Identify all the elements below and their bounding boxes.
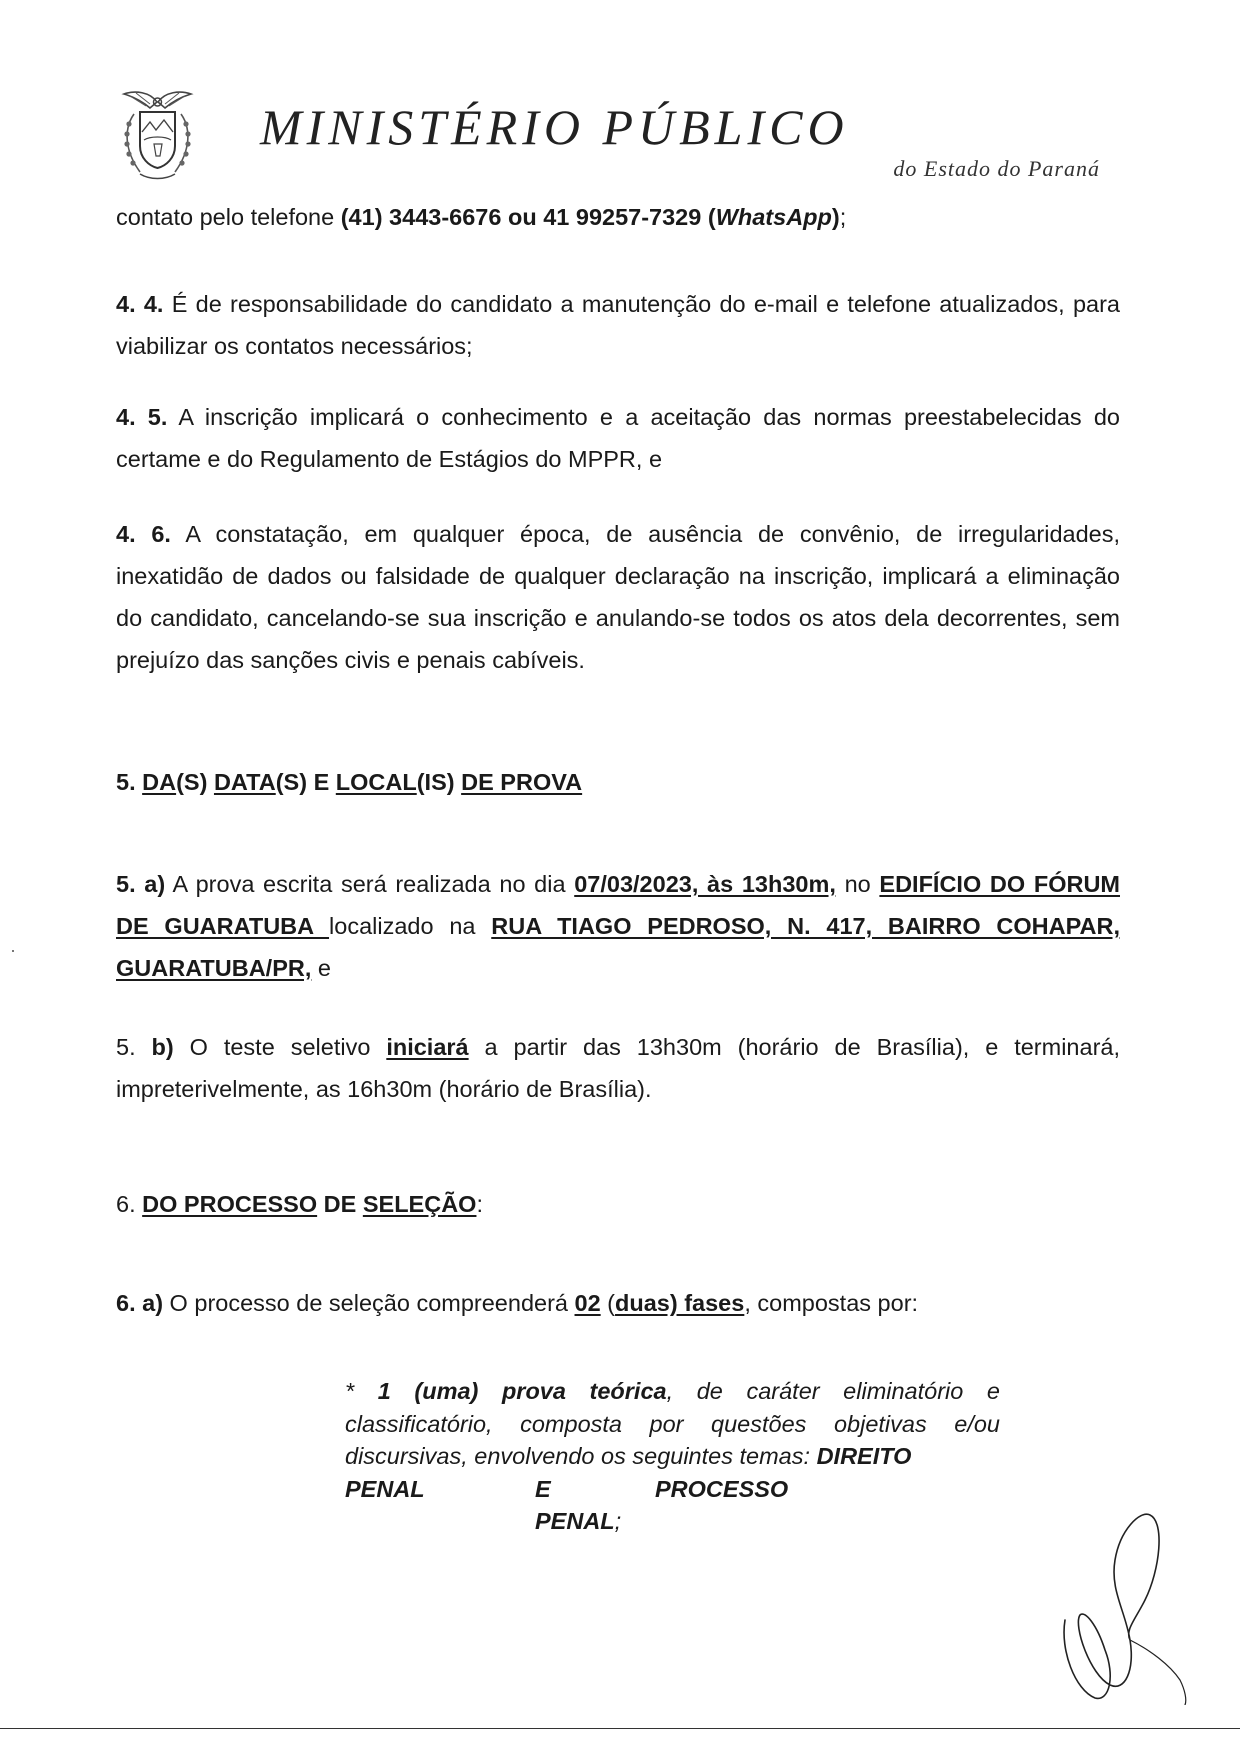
paragraph-4-5 <box>116 396 1120 480</box>
heading-part: DE PROVA <box>461 769 583 795</box>
heading-part: DATA <box>213 769 276 795</box>
letterhead <box>110 88 1120 188</box>
paragraph-4-4 <box>116 283 1120 367</box>
heading-part: LOCAL <box>335 769 417 795</box>
bullet-end: ; <box>614 1508 622 1534</box>
paragraph-text: É de responsabilidade do candidato a manutenção do e-mail e telefone atualizados, para viabilizar os contatos necessários; <box>116 291 1120 359</box>
paragraph-text: localizado na <box>329 913 492 939</box>
exam-venue: EDIFÍCIO DO FÓRUM DE GUARATUBA <box>116 871 1120 939</box>
contact-prefix: contato pelo telefone <box>116 204 341 230</box>
start-word: iniciará <box>386 1034 469 1060</box>
item-number: 5. <box>116 1034 152 1060</box>
handwritten-initials-signature <box>1055 1500 1190 1705</box>
contact-close: ) <box>831 204 840 230</box>
bullet-word: PENAL <box>535 1508 615 1534</box>
contact-phones: (41) 3443-6676 ou 41 99257-7329 ( <box>340 204 716 230</box>
item-letter: b) <box>151 1034 174 1060</box>
paragraph-5a <box>116 863 1120 989</box>
bullet-bold-text: 1 (uma) prova teórica <box>377 1378 667 1404</box>
heading-part: : <box>476 1191 483 1217</box>
heading-part: DO PROCESSO <box>142 1191 318 1217</box>
paragraph-text: A inscrição implicará o conhecimento e a aceitação das normas preestabelecidas do certame e do Regulamento de Estágios do MPPR, e <box>116 404 1120 472</box>
item-number: 4. 6. <box>116 521 171 547</box>
bullet-word: PROCESSO <box>655 1475 789 1502</box>
contact-app: WhatsApp <box>715 204 832 230</box>
phase-word: duas) fases <box>615 1290 745 1316</box>
heading-part: DA <box>142 769 177 795</box>
heading-part: SELEÇÃO <box>362 1191 477 1217</box>
phase-count: 02 <box>574 1290 601 1316</box>
paragraph-text: A prova escrita será realizada no dia <box>165 871 575 897</box>
paragraph-text: no <box>835 871 880 897</box>
contact-end: ; <box>839 204 847 230</box>
paragraph-6a <box>116 1282 1120 1324</box>
section-heading-5 <box>116 761 1120 803</box>
bullet-bold-text: DIREITO <box>816 1443 912 1469</box>
heading-part: (S) E <box>275 769 336 795</box>
bullet-word: E <box>535 1475 551 1502</box>
bullet-body <box>345 1375 1000 1473</box>
item-number: 6. a) <box>116 1290 164 1316</box>
bullet-word: PENAL <box>345 1475 425 1502</box>
item-number: 4. 5. <box>116 404 168 430</box>
bullet-line-spread <box>345 1473 1000 1506</box>
paragraph-text: e <box>311 955 331 981</box>
masthead-title: MINISTÉRIO PÚBLICO <box>260 99 849 155</box>
bullet-marker: * <box>345 1378 378 1404</box>
item-number: 4. 4. <box>116 291 164 317</box>
bullet-line-last <box>345 1505 1000 1538</box>
section-number: 6. <box>116 1191 143 1217</box>
heading-part: (S) <box>176 769 214 795</box>
heading-part: (IS) <box>416 769 462 795</box>
item-number: 5. a) <box>116 871 166 897</box>
section-number: 5. <box>116 769 143 795</box>
masthead-subtitle: do Estado do Paraná <box>893 156 1100 181</box>
exam-address: RUA TIAGO PEDROSO, N. 417, BAIRRO COHAPAR, GUARATUBA/PR, <box>116 913 1120 981</box>
exam-date: 07/03/2023, às 13h30m, <box>574 871 836 897</box>
footer-rule <box>0 1728 1240 1729</box>
bullet-theory-exam <box>345 1375 1000 1538</box>
section-heading-6 <box>116 1183 1120 1225</box>
parana-coat-of-arms-seal <box>110 88 205 188</box>
paragraph-text: ( <box>600 1290 616 1316</box>
paragraph-text: A constatação, em qualquer época, de ausência de convênio, de irregularidades, inexatidão de dados ou falsidade de qualquer declaração na inscrição, implicará a eliminação do candidato, cancelando-se sua inscrição e anulando-se todos os atos dela decorrentes, sem prejuízo das sanções civis e penais cabíveis. <box>116 521 1120 673</box>
paragraph-text: O teste seletivo <box>173 1034 387 1060</box>
paragraph-text: , compostas por: <box>744 1290 919 1316</box>
scan-speck <box>12 950 14 952</box>
contact-line <box>116 196 1120 238</box>
paragraph-text: a partir das 13h30m (horário de Brasília), e terminará, impreterivelmente, as 16h30m (horário de Brasília). <box>116 1034 1120 1102</box>
paragraph-text: O processo de seleção compreenderá <box>163 1290 575 1316</box>
paragraph-5b <box>116 1026 1120 1110</box>
bullet-text: , de caráter eliminatório e classificatório, composta por questões objetivas e/ou discursivas, envolvendo os seguintes temas: <box>345 1378 1000 1469</box>
paragraph-4-6 <box>116 513 1120 681</box>
heading-part: DE <box>317 1191 363 1217</box>
